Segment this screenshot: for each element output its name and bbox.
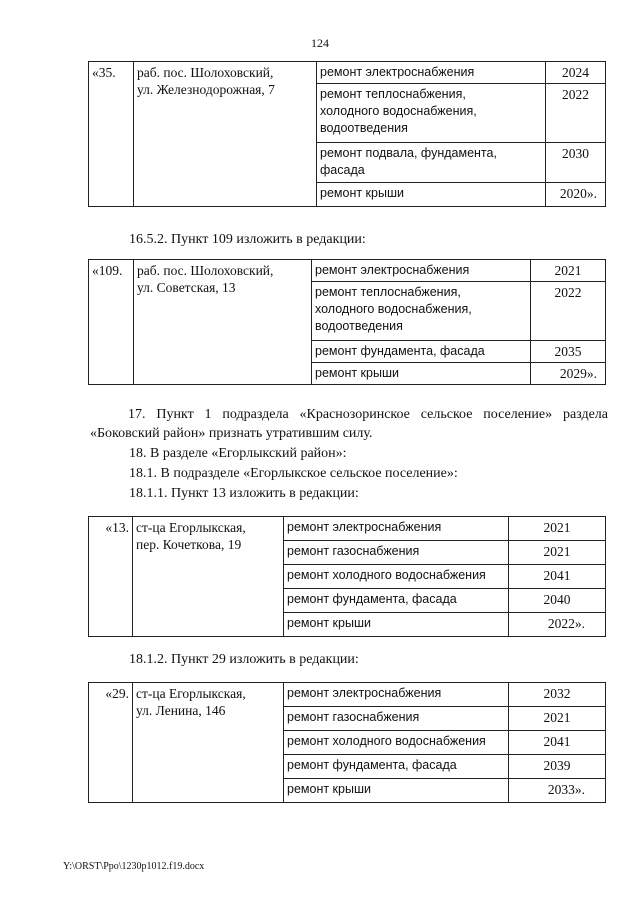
address-line2: ул. Железнодорожная, 7 [137,82,275,97]
table-row [89,62,606,84]
work-cell: ремонт крыши [284,613,509,637]
address-line1: раб. пос. Шолоховский, [137,263,274,278]
work-cell: ремонт крыши [317,183,546,207]
footer-file-path: Y:\ORST\Ppo\1230p1012.f19.docx [63,861,205,872]
table-item-35 [88,61,606,207]
item-number: «109. [89,260,134,385]
work-cell: ремонт электроснабжения [317,62,546,84]
paragraph-18: 18. В разделе «Егорлыкский район»: [129,446,347,461]
item-number: «29. [89,683,133,803]
work-cell: ремонт фундамента, фасада [312,341,531,363]
table-item-13 [88,516,606,637]
table-row [89,517,606,541]
work-cell: ремонт крыши [284,779,509,803]
year-cell: 2040 [509,589,606,613]
year-cell: 2022 [531,282,606,341]
address-line2: ул. Ленина, 146 [136,703,226,718]
work-cell: ремонт подвала, фундамента, фасада [317,143,546,183]
year-cell: 2024 [546,62,606,84]
year-cell: 2021 [509,707,606,731]
address-line2: пер. Кочеткова, 19 [136,537,242,552]
work-cell: ремонт теплоснабжения, холодного водоснабжения, водоотведения [312,282,531,341]
work-cell: ремонт холодного водоснабжения [284,565,509,589]
paragraph-18-1-1: 18.1.1. Пункт 13 изложить в редакции: [129,486,359,501]
work-cell: ремонт фундамента, фасада [284,755,509,779]
address-cell [134,260,312,385]
address-line1: ст-ца Егорлыкская, [136,520,246,535]
work-cell: ремонт электроснабжения [312,260,531,282]
year-cell: 2021 [509,517,606,541]
work-cell: ремонт газоснабжения [284,541,509,565]
table-row [89,683,606,707]
work-cell: ремонт фундамента, фасада [284,589,509,613]
address-line2: ул. Советская, 13 [137,280,236,295]
table-item-109 [88,259,606,385]
year-cell: 2039 [509,755,606,779]
year-cell: 2033». [509,779,606,803]
item-number: «13. [89,517,133,637]
work-cell: ремонт крыши [312,363,531,385]
work-cell: ремонт электроснабжения [284,517,509,541]
year-cell: 2022 [546,84,606,143]
year-cell: 2030 [546,143,606,183]
year-cell: 2029». [531,363,606,385]
year-cell: 2041 [509,565,606,589]
address-cell [133,683,284,803]
paragraph-18-1-2: 18.1.2. Пункт 29 изложить в редакции: [129,652,359,667]
year-cell: 2032 [509,683,606,707]
year-cell: 2035 [531,341,606,363]
year-cell: 2022». [509,613,606,637]
paragraph-16-5-2: 16.5.2. Пункт 109 изложить в редакции: [129,232,366,247]
address-line1: ст-ца Егорлыкская, [136,686,246,701]
work-cell: ремонт теплоснабжения, холодного водоснабжения, водоотведения [317,84,546,143]
address-line1: раб. пос. Шолоховский, [137,65,274,80]
item-number: «35. [89,62,134,207]
address-cell [134,62,317,207]
work-cell: ремонт электроснабжения [284,683,509,707]
work-cell: ремонт газоснабжения [284,707,509,731]
work-cell: ремонт холодного водоснабжения [284,731,509,755]
address-cell [133,517,284,637]
year-cell: 2021 [531,260,606,282]
paragraph-18-1: 18.1. В подразделе «Егорлыкское сельское поселение»: [129,466,458,481]
page-number: 124 [311,36,329,50]
year-cell: 2020». [546,183,606,207]
table-item-29 [88,682,606,803]
table-row [89,260,606,282]
year-cell: 2041 [509,731,606,755]
paragraph-17: 17. Пункт 1 подраздела «Краснозоринское сельское поселение» раздела «Боковский район» признать утратившим силу. [90,407,608,441]
year-cell: 2021 [509,541,606,565]
